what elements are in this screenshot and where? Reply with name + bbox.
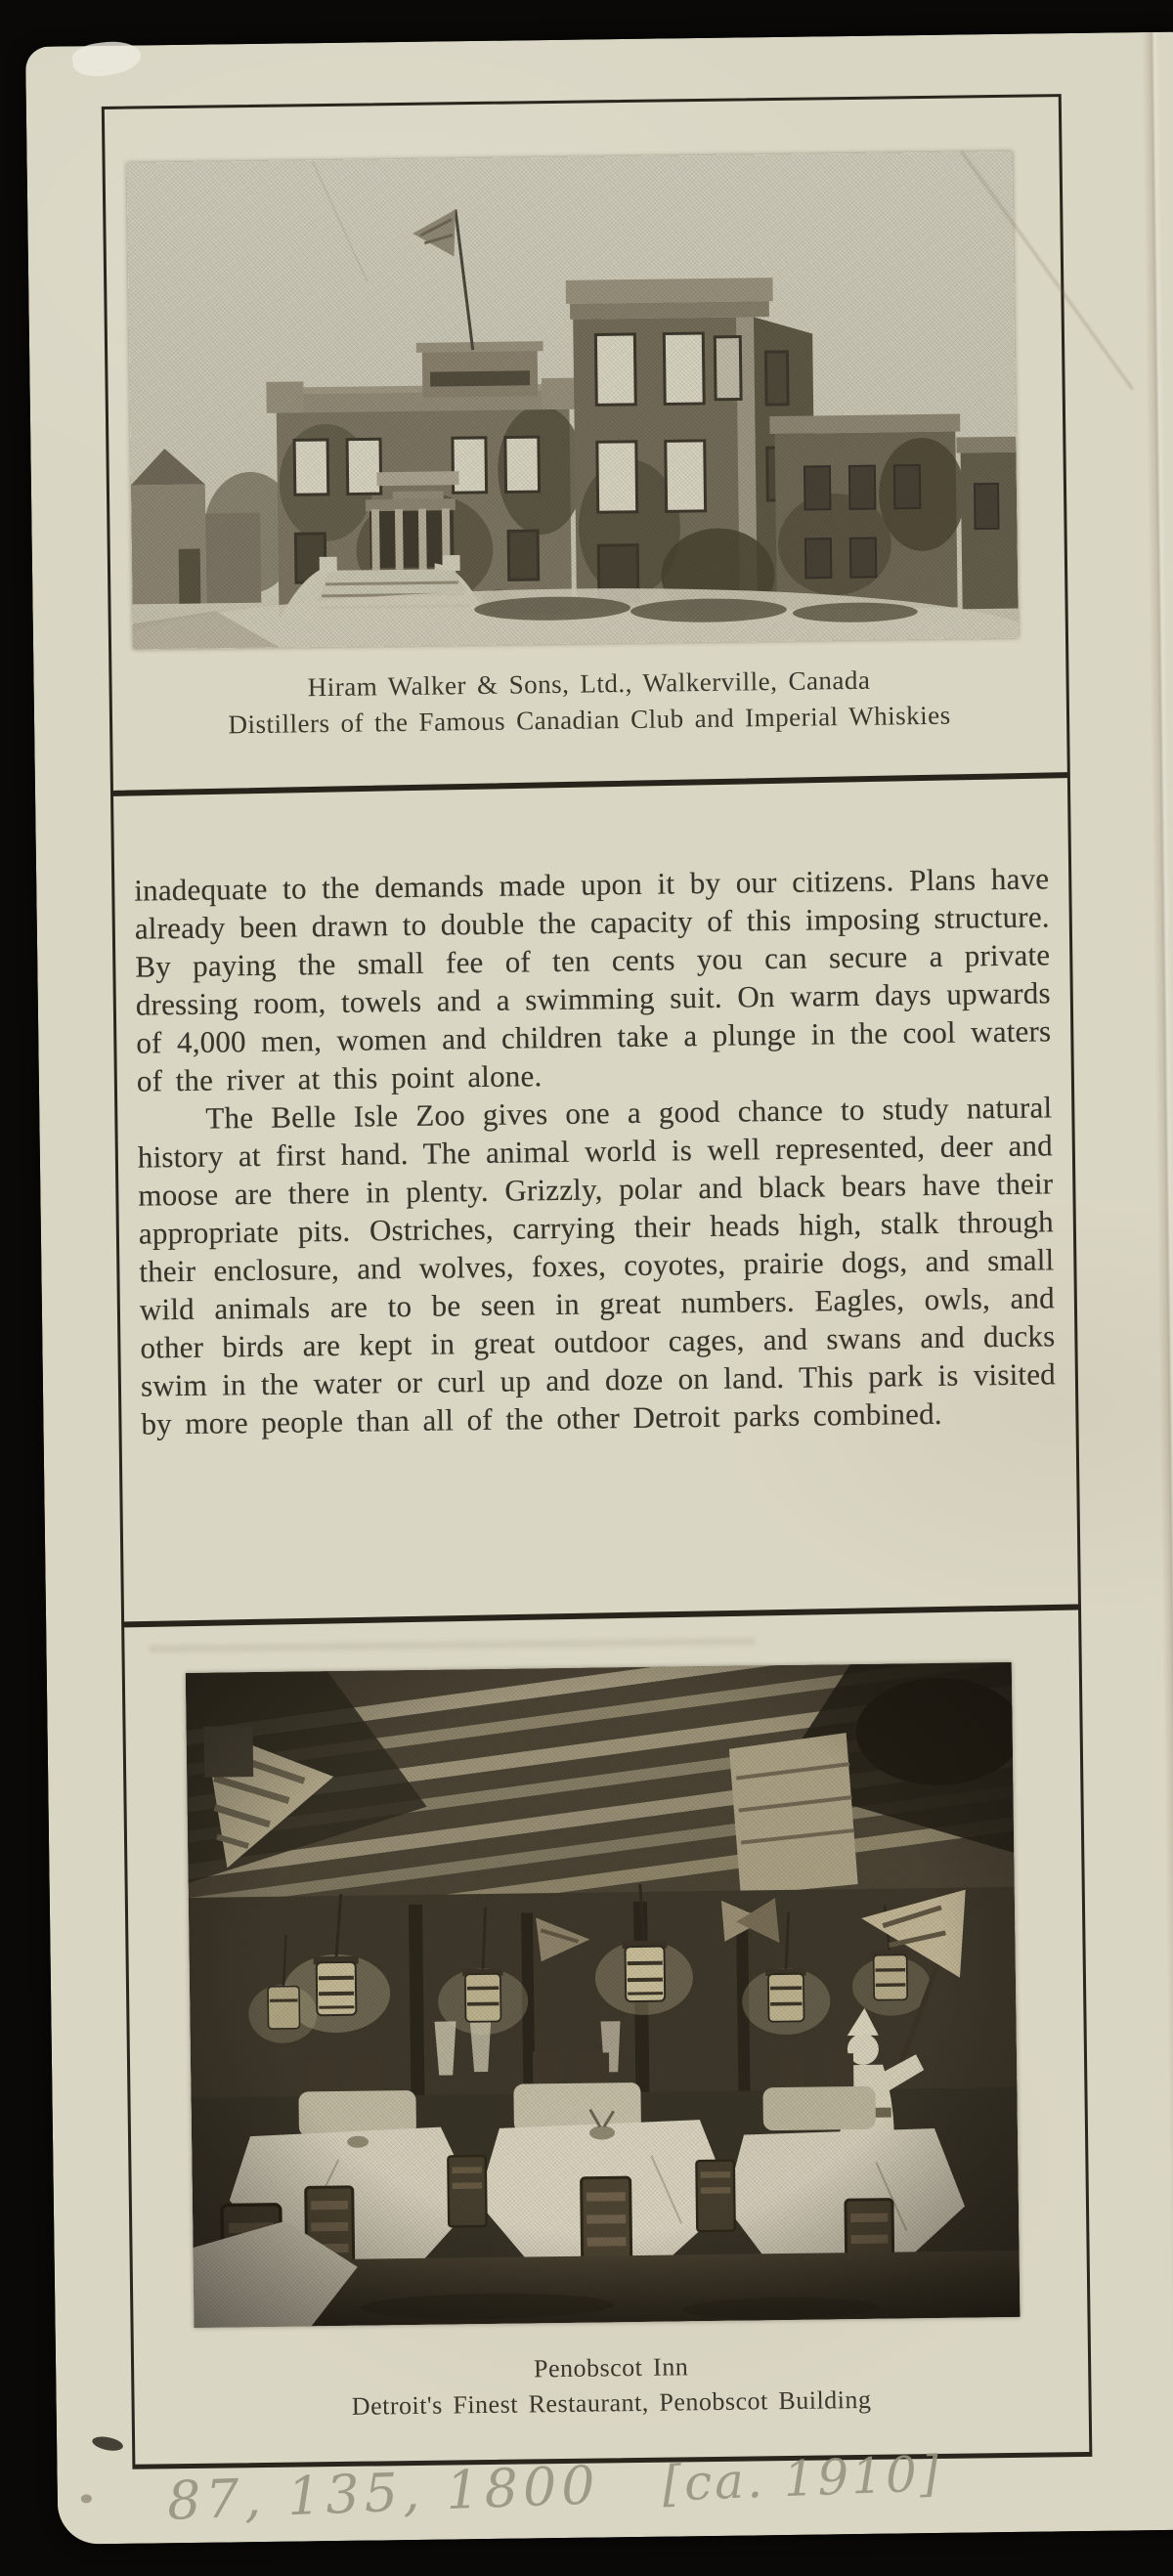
print-ghost-smudge	[149, 1637, 755, 1653]
caption-line: Penobscot Inn	[533, 2352, 689, 2383]
section-divider-rule	[111, 772, 1069, 796]
brochure-page	[25, 32, 1173, 2545]
photo-caption-hiram-walker	[111, 660, 1066, 745]
hiram-walker-building-photo	[127, 151, 1019, 650]
right-wing	[769, 413, 1018, 612]
caption-line: Hiram Walker & Sons, Ltd., Walkerville, Canada	[307, 665, 871, 703]
caption-line: Detroit's Finest Restaurant, Penobscot Building	[351, 2384, 872, 2421]
paper-tear-mark	[70, 37, 143, 80]
roof-pediment	[416, 341, 544, 398]
caption-line: Distillers of the Famous Canadian Club and Imperial Whiskies	[228, 700, 951, 740]
vignette	[186, 1662, 1021, 2328]
paragraph-belle-isle-bathhouse: inadequate to the demands made upon it by our citizens. Plans have already been drawn to double the capacity of this imposing structure. By paying the small fee of ten cents you can secure a private dressing room, towels and a swimming suit. On warm days upwards of 4,000 men, women and children take a plunge in the cool waters of the river at this point alone.	[134, 861, 1052, 1098]
penobscot-inn-photo	[186, 1662, 1021, 2328]
body-text	[134, 859, 1057, 1442]
ink-dot	[81, 2494, 92, 2503]
fold-crease	[1142, 32, 1173, 2530]
accession-number: 87, 135, 1800	[165, 2454, 601, 2532]
ink-smudge	[91, 2434, 124, 2453]
circa-date-note: [ca. 1910]	[661, 2445, 943, 2512]
page-border-frame	[102, 94, 1093, 2469]
section-divider-rule	[122, 1604, 1080, 1627]
photo-caption-penobscot	[134, 2344, 1089, 2427]
paragraph-belle-isle-zoo: The Belle Isle Zoo gives one a good chance to study natural history at first hand. The animal world is well represented, deer and moose are there in plenty. Grizzly, polar and black bears have their appropriate pits. Ostriches, carrying their heads high, stalk through their enclosure, and wolves, foxes, coyotes, prairie dogs, and small wild animals are to be seen in great numbers. Eagles, owls, and other birds are kept in great outdoor cages, and swans and ducks swim in the water or curl up and doze on land. This park is visited by more people than all of the other Detroit parks combined.	[137, 1090, 1057, 1441]
